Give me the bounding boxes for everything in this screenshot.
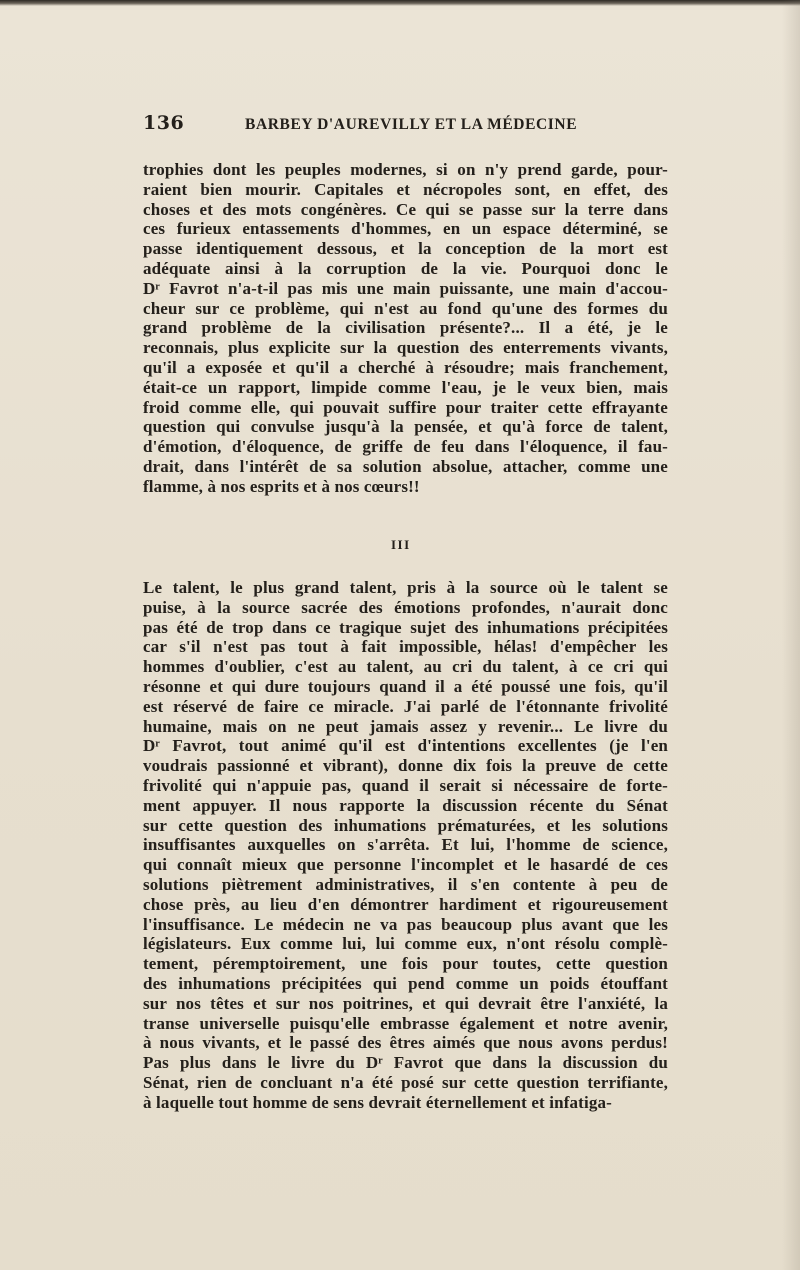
- text-line: question qui convulse jusqu'à la pensée, et qu'à force de talent,: [143, 417, 668, 437]
- section-number: III: [391, 537, 411, 552]
- text-line: d'émotion, d'éloquence, de griffe de feu dans l'éloquence, il fau-: [143, 437, 668, 457]
- text-line: cheur sur ce problème, qui n'est au fond qu'une des formes du: [143, 298, 668, 318]
- text-line: législateurs. Eux comme lui, lui comme eux, n'ont résolu complè-: [143, 934, 668, 954]
- paragraph-1: [143, 160, 668, 497]
- text-line: ces furieux entassements d'hommes, en un espace déterminé, se: [143, 219, 668, 239]
- text-line: était-ce un rapport, limpide comme l'eau, je le veux bien, mais: [143, 377, 668, 397]
- text-line: l'insuffisance. Le médecin ne va pas beaucoup plus avant que les: [143, 914, 668, 934]
- text-line: solutions piètrement administratives, il s'en contente à peu de: [143, 874, 668, 894]
- page-number: 136: [143, 112, 185, 134]
- text-line: trophies dont les peuples modernes, si on n'y prend garde, pour-: [143, 160, 668, 179]
- text-line: Pas plus dans le livre du Dʳ Favrot que dans la discussion du: [143, 1053, 668, 1073]
- text-line: sur cette question des inhumations prématurées, et les solutions: [143, 815, 668, 835]
- text-line: ment appuyer. Il nous rapporte la discussion récente du Sénat: [143, 795, 668, 815]
- text-line: passe identiquement dessous, et la conception de la mort est: [143, 239, 668, 259]
- running-title: BARBEY D'AUREVILLY ET LA MÉDECINE: [245, 116, 578, 133]
- text-line: qu'il a exposée et qu'il a cherché à résoudre; mais franchement,: [143, 357, 668, 377]
- text-line: grand problème de la civilisation présente?... Il a été, je le: [143, 318, 668, 338]
- page-header: [143, 112, 663, 142]
- text-line: pas été de trop dans ce tragique sujet des inhumations précipitées: [143, 617, 668, 637]
- text-line: voudrais passionné et vibrant), donne dix fois la preuve de cette: [143, 756, 668, 776]
- text-line: puise, à la source sacrée des émotions profondes, n'aurait donc: [143, 597, 668, 617]
- text-line: des inhumations précipitées qui pend comme un poids étouffant: [143, 973, 668, 993]
- text-line: résonne et qui dure toujours quand il a été poussé une fois, qu'il: [143, 676, 668, 696]
- text-line: adéquate ainsi à la corruption de la vie. Pourquoi donc le: [143, 258, 668, 278]
- text-line: Dʳ Favrot n'a-t-il pas mis une main puissante, une main d'accou-: [143, 278, 668, 298]
- text-line: à nous vivants, et le passé des êtres aimés que nous avons perdus!: [143, 1033, 668, 1053]
- text-line: qui connaît mieux que personne l'incomplet et le hasardé de ces: [143, 855, 668, 875]
- text-line: hommes d'oublier, c'est au talent, au cri du talent, à ce cri qui: [143, 657, 668, 677]
- text-line: sur nos têtes et sur nos poitrines, et qui devrait être l'anxiété, la: [143, 993, 668, 1013]
- text-line: raient bien mourir. Capitales et nécropoles sont, en effet, des: [143, 179, 668, 199]
- text-line: choses et des mots congénères. Ce qui se passe sur la terre dans: [143, 199, 668, 219]
- text-line: Le talent, le plus grand talent, pris à la source où le talent se: [143, 578, 668, 597]
- text-line: flamme, à nos esprits et à nos cœurs!!: [143, 476, 420, 496]
- text-line: insuffisantes auxquelles on s'arrêta. Et lui, l'homme de science,: [143, 835, 668, 855]
- text-line: tement, péremptoirement, une fois pour toutes, cette question: [143, 954, 668, 974]
- text-line: transe universelle puisqu'elle embrasse également et notre avenir,: [143, 1013, 668, 1033]
- text-line: reconnais, plus explicite sur la question des enterrements vivants,: [143, 338, 668, 358]
- text-line: chose près, au lieu d'en démontrer hardiment et rigoureusement: [143, 894, 668, 914]
- text-line: froid comme elle, qui pouvait suffire pour traiter cette effrayante: [143, 397, 668, 417]
- text-line: à laquelle tout homme de sens devrait éternellement et infatiga-: [143, 1092, 612, 1112]
- text-line: frivolité qui n'appuie pas, quand il serait si nécessaire de forte-: [143, 775, 668, 795]
- text-line: Dʳ Favrot, tout animé qu'il est d'intentions excellentes (je l'en: [143, 736, 668, 756]
- text-line: drait, dans l'intérêt de sa solution absolue, attacher, comme une: [143, 456, 668, 476]
- text-line: humaine, mais on ne peut jamais assez y revenir... Le livre du: [143, 716, 668, 736]
- text-line: car s'il n'est pas tout à fait impossible, hélas! d'empêcher les: [143, 637, 668, 657]
- text-line: Sénat, rien de concluant n'a été posé sur cette question terrifiante,: [143, 1072, 668, 1092]
- page-edge-shadow: [782, 0, 800, 1270]
- text-line: est réservé de faire ce miracle. J'ai parlé de l'étonnante frivolité: [143, 696, 668, 716]
- paragraph-2: [143, 578, 668, 1113]
- page-top-edge: [0, 0, 800, 6]
